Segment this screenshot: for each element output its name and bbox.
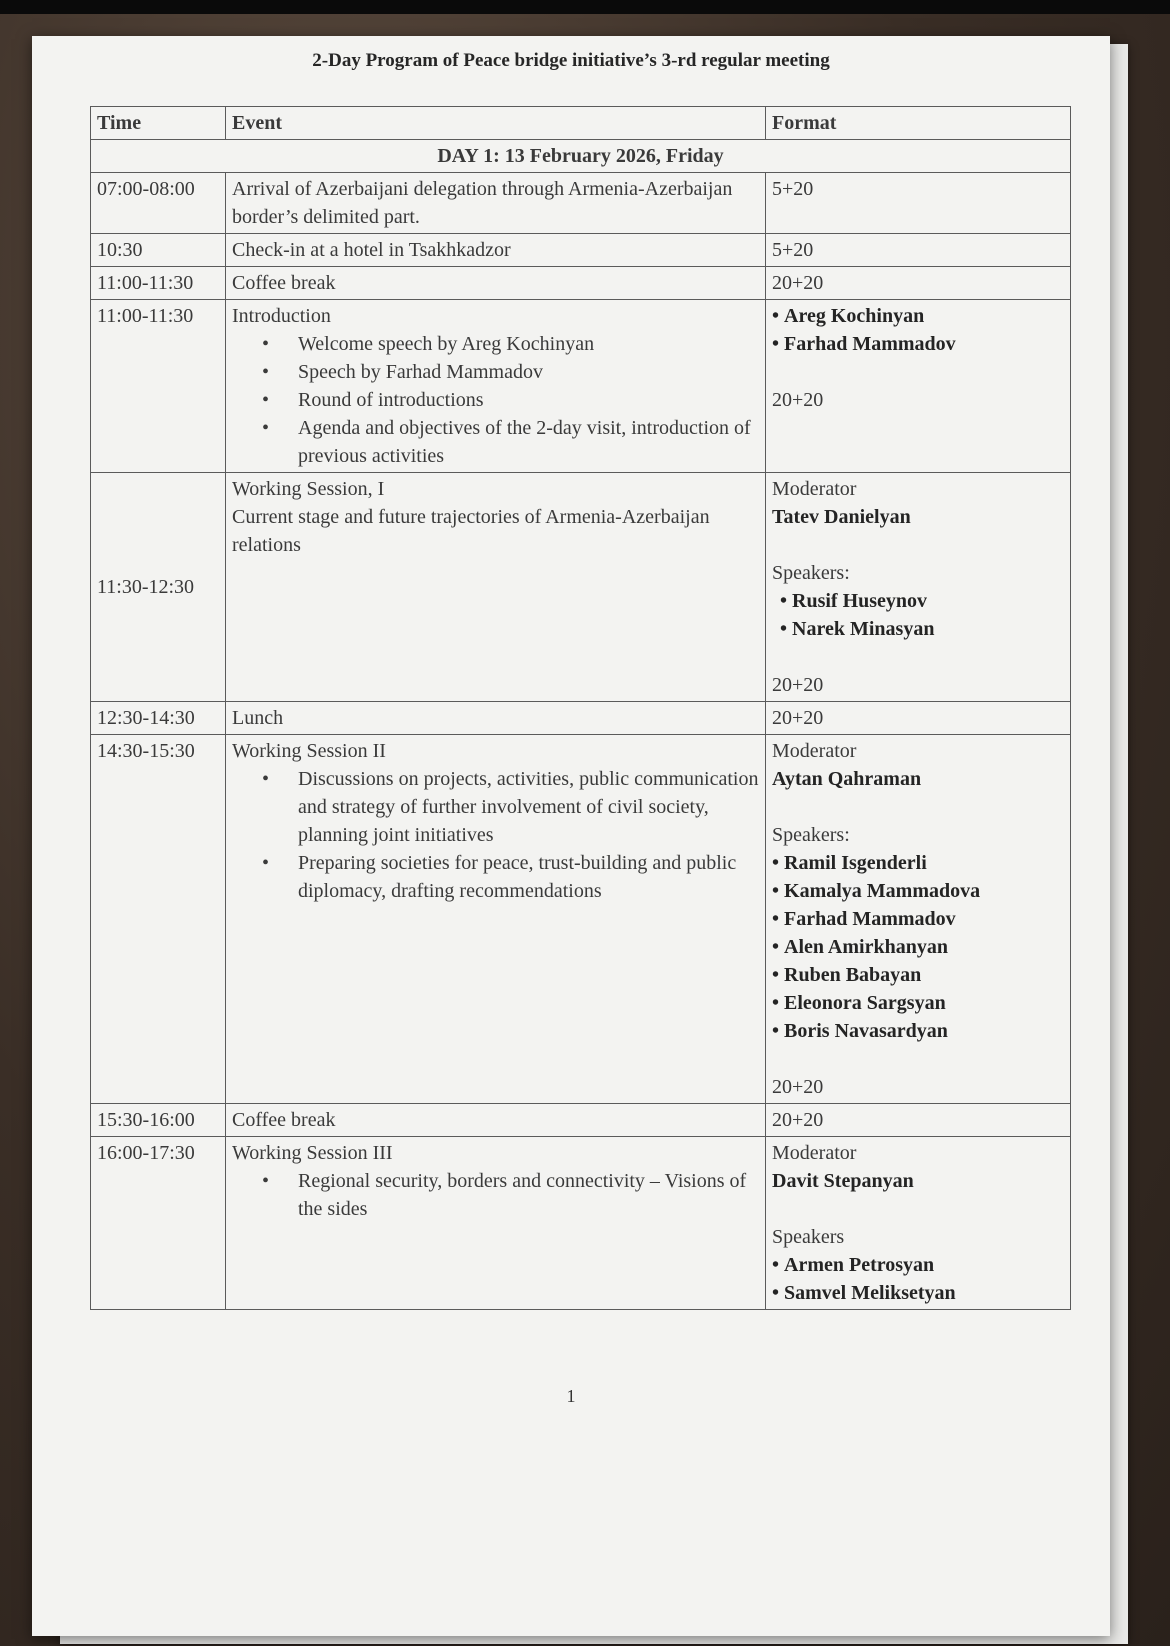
- list-item: • Regional security, borders and connectivity – Visions of the sides: [262, 1167, 759, 1223]
- top-bar: [0, 0, 1170, 14]
- moderator-name: Tatev Danielyan: [772, 506, 911, 528]
- row-format: [766, 735, 1071, 1104]
- row-event: [226, 735, 766, 1104]
- day1-label: DAY 1: 13 February 2026, Friday: [91, 140, 1071, 173]
- table-row: [91, 267, 1071, 300]
- row-time: 12:30-14:30: [91, 702, 226, 735]
- document-title: 2-Day Program of Peace bridge initiative’s 3-rd regular meeting: [312, 50, 830, 71]
- list-item: • Areg Kochinyan: [772, 302, 1064, 330]
- session-desc: Current stage and future trajectories of Armenia-Azerbaijan relations: [232, 506, 710, 556]
- list-item: • Agenda and objectives of the 2-day visit, introduction of previous activities: [262, 414, 759, 470]
- moderator-label: Moderator: [772, 478, 857, 500]
- table-row: [91, 1137, 1071, 1310]
- session-title: Working Session III: [232, 1142, 393, 1164]
- speakers-list: [772, 587, 1064, 643]
- speakers-label: Speakers: [772, 1226, 845, 1248]
- row-time: 07:00-08:00: [91, 173, 226, 234]
- document-page: [32, 36, 1110, 1636]
- speakers-label: Speakers:: [772, 824, 850, 846]
- program-table: [90, 106, 1071, 1310]
- list-item: • Speech by Farhad Mammadov: [262, 358, 759, 386]
- format-value: 20+20: [772, 674, 824, 696]
- intro-names: [772, 302, 1064, 358]
- row-format: 20+20: [766, 702, 1071, 735]
- row-time: 11:00-11:30: [91, 300, 226, 473]
- session-list: [232, 765, 759, 905]
- table-row: [91, 702, 1071, 735]
- row-time: 16:00-17:30: [91, 1137, 226, 1310]
- session-list: [232, 1167, 759, 1223]
- speakers-list: [772, 849, 1064, 1045]
- format-value: 20+20: [772, 1076, 824, 1098]
- list-item: • Round of introductions: [262, 386, 759, 414]
- table-row: [91, 473, 1071, 702]
- moderator-label: Moderator: [772, 1142, 857, 1164]
- speakers-label: Speakers:: [772, 562, 850, 584]
- row-time: 11:30-12:30: [91, 473, 226, 702]
- row-time: 10:30: [91, 234, 226, 267]
- page-number: 1: [566, 1386, 576, 1406]
- list-item: • Discussions on projects, activities, public communication and strategy of further involvement of civil society, planning joint initiatives: [262, 765, 759, 849]
- moderator-name: Aytan Qahraman: [772, 768, 922, 790]
- row-format: [766, 473, 1071, 702]
- list-item: • Welcome speech by Areg Kochinyan: [262, 330, 759, 358]
- row-format: 5+20: [766, 234, 1071, 267]
- table-row: [91, 735, 1071, 1104]
- row-event: Lunch: [226, 702, 766, 735]
- table-row: [91, 173, 1071, 234]
- moderator-name: Davit Stepanyan: [772, 1170, 914, 1192]
- row-event: Coffee break: [226, 1104, 766, 1137]
- row-format: 20+20: [766, 1104, 1071, 1137]
- format-value: 20+20: [772, 389, 824, 411]
- list-item: • Farhad Mammadov: [772, 905, 1064, 933]
- intro-list: [232, 330, 759, 470]
- list-item: • Armen Petrosyan: [772, 1251, 1064, 1279]
- row-time: 15:30-16:00: [91, 1104, 226, 1137]
- list-item: • Kamalya Mammadova: [772, 877, 1064, 905]
- row-format: [766, 1137, 1071, 1310]
- list-item: • Preparing societies for peace, trust-building and public diplomacy, drafting recommendations: [262, 849, 759, 905]
- list-item: • Eleonora Sargsyan: [772, 989, 1064, 1017]
- list-item: • Samvel Meliksetyan: [772, 1279, 1064, 1307]
- moderator-label: Moderator: [772, 740, 857, 762]
- list-item: • Boris Navasardyan: [772, 1017, 1064, 1045]
- header-format: Format: [766, 107, 1071, 140]
- intro-title: Introduction: [232, 305, 331, 327]
- row-event: [226, 473, 766, 702]
- session-title: Working Session II: [232, 740, 386, 762]
- table-row: [91, 1104, 1071, 1137]
- list-item: • Ramil Isgenderli: [772, 849, 1064, 877]
- list-item: • Ruben Babayan: [772, 961, 1064, 989]
- row-event: Check-in at a hotel in Tsakhkadzor: [226, 234, 766, 267]
- row-event: Arrival of Azerbaijani delegation through Armenia-Azerbaijan border’s delimited part.: [226, 173, 766, 234]
- list-item: • Alen Amirkhanyan: [772, 933, 1064, 961]
- row-time: 14:30-15:30: [91, 735, 226, 1104]
- table-row: [91, 300, 1071, 473]
- row-format: [766, 300, 1071, 473]
- row-format: 20+20: [766, 267, 1071, 300]
- table-header-row: [91, 107, 1071, 140]
- row-event: [226, 1137, 766, 1310]
- row-event: Coffee break: [226, 267, 766, 300]
- day-row: [91, 140, 1071, 173]
- session-title: Working Session, I: [232, 478, 385, 500]
- row-time: 11:00-11:30: [91, 267, 226, 300]
- list-item: • Farhad Mammadov: [772, 330, 1064, 358]
- list-item: • Rusif Huseynov: [780, 587, 1064, 615]
- list-item: • Narek Minasyan: [780, 615, 1064, 643]
- table-row: [91, 234, 1071, 267]
- speakers-list: [772, 1251, 1064, 1307]
- header-event: Event: [226, 107, 766, 140]
- row-event: [226, 300, 766, 473]
- row-format: 5+20: [766, 173, 1071, 234]
- header-time: Time: [91, 107, 226, 140]
